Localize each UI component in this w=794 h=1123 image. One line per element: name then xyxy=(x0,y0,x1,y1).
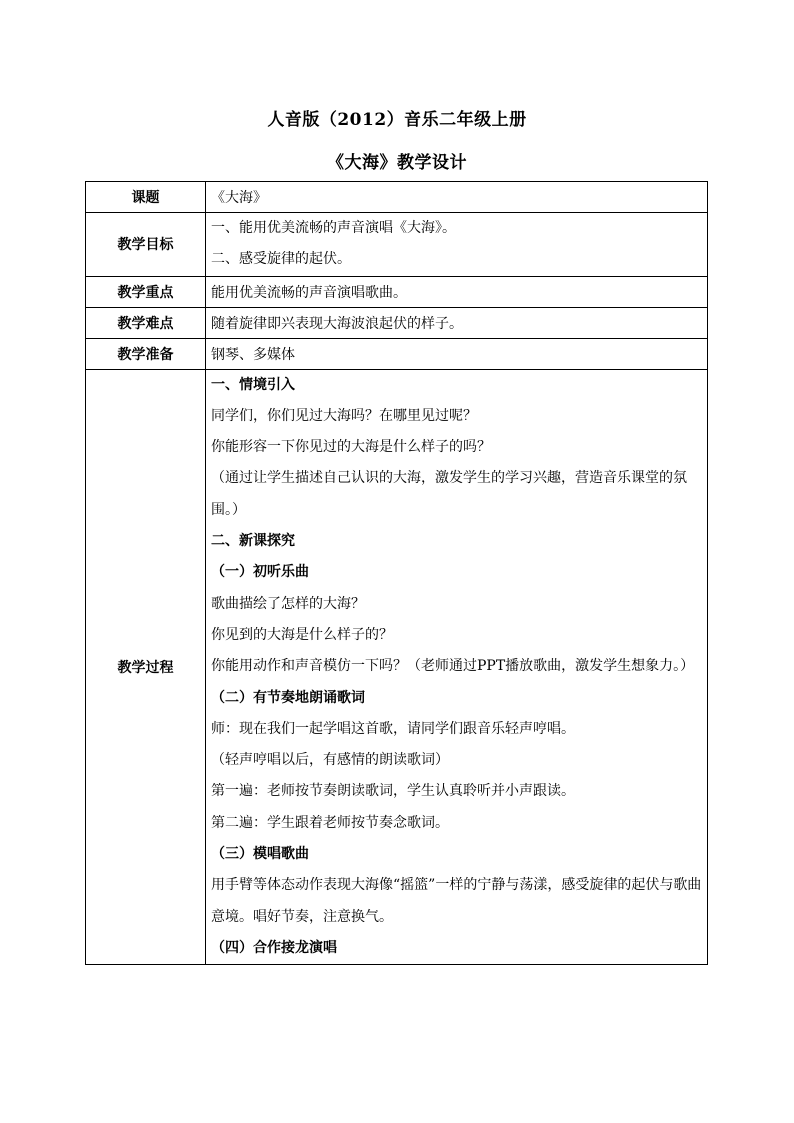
preparation-label: 教学准备 xyxy=(86,338,206,369)
document-title: 人音版（2012）音乐二年级上册 xyxy=(267,110,527,130)
focus-label: 教学重点 xyxy=(86,276,206,307)
process-line: 第一遍：老师按节奏朗读歌词，学生认真聆听并小声跟读。 xyxy=(211,783,575,800)
process-cell xyxy=(206,369,708,965)
preparation-value: 钢琴、多媒体 xyxy=(206,338,708,369)
process-paragraph: 你能用动作和声音模仿一下吗？（老师通过PPT播放歌曲，激发学生想象力。） xyxy=(211,658,695,675)
process-line: （轻声哼唱以后，有感情的朗读歌词） xyxy=(211,752,449,769)
goals-cell xyxy=(206,213,708,277)
subsection-heading: （三）模唱歌曲 xyxy=(211,846,309,863)
process-line: 第二遍：学生跟着老师按节奏念歌词。 xyxy=(211,814,449,831)
topic-label: 课题 xyxy=(86,182,206,213)
difficulty-value: 随着旋律即兴表现大海波浪起伏的样子。 xyxy=(206,307,708,338)
table-row-goals xyxy=(86,213,708,277)
goals-label: 教学目标 xyxy=(86,213,206,277)
process-line: 同学们，你们见过大海吗？在哪里见过呢？ xyxy=(211,407,477,424)
process-line: 歌曲描绘了怎样的大海？ xyxy=(211,595,365,612)
table-row-difficulty xyxy=(86,307,708,338)
section-heading: 一、情境引入 xyxy=(211,376,295,393)
table-row-process xyxy=(86,369,708,965)
goal-line: 二、感受旋律的起伏。 xyxy=(211,251,351,268)
process-line: 你能形容一下你见过的大海是什么样子的吗？ xyxy=(211,439,491,456)
section-heading: 二、新课探究 xyxy=(211,533,295,550)
subsection-heading: （二）有节奏地朗诵歌词 xyxy=(211,689,365,706)
process-paragraph: （通过让学生描述自己认识的大海，激发学生的学习兴趣，营造音乐课堂的氛围。） xyxy=(211,470,687,518)
difficulty-label: 教学难点 xyxy=(86,307,206,338)
process-label: 教学过程 xyxy=(86,369,206,965)
process-paragraph: 用手臂等体态动作表现大海像“摇篮”一样的宁静与荡漾，感受旋律的起伏与歌曲意境。唱好节奏，注意换气。 xyxy=(211,877,702,925)
table-row-preparation xyxy=(86,338,708,369)
focus-value: 能用优美流畅的声音演唱歌曲。 xyxy=(206,276,708,307)
subsection-heading: （一）初听乐曲 xyxy=(211,564,309,581)
table-row-topic xyxy=(86,182,708,213)
lesson-plan-table xyxy=(85,181,708,965)
subsection-heading: （四）合作接龙演唱 xyxy=(211,939,337,956)
topic-value: 《大海》 xyxy=(206,182,708,213)
process-line: 你见到的大海是什么样子的？ xyxy=(211,626,393,643)
goal-line: 一、能用优美流畅的声音演唱《大海》。 xyxy=(211,220,456,236)
process-line: 师：现在我们一起学唱这首歌，请同学们跟音乐轻声哼唱。 xyxy=(211,720,575,737)
table-row-focus xyxy=(86,276,708,307)
document-subtitle: 《大海》教学设计 xyxy=(327,153,467,173)
